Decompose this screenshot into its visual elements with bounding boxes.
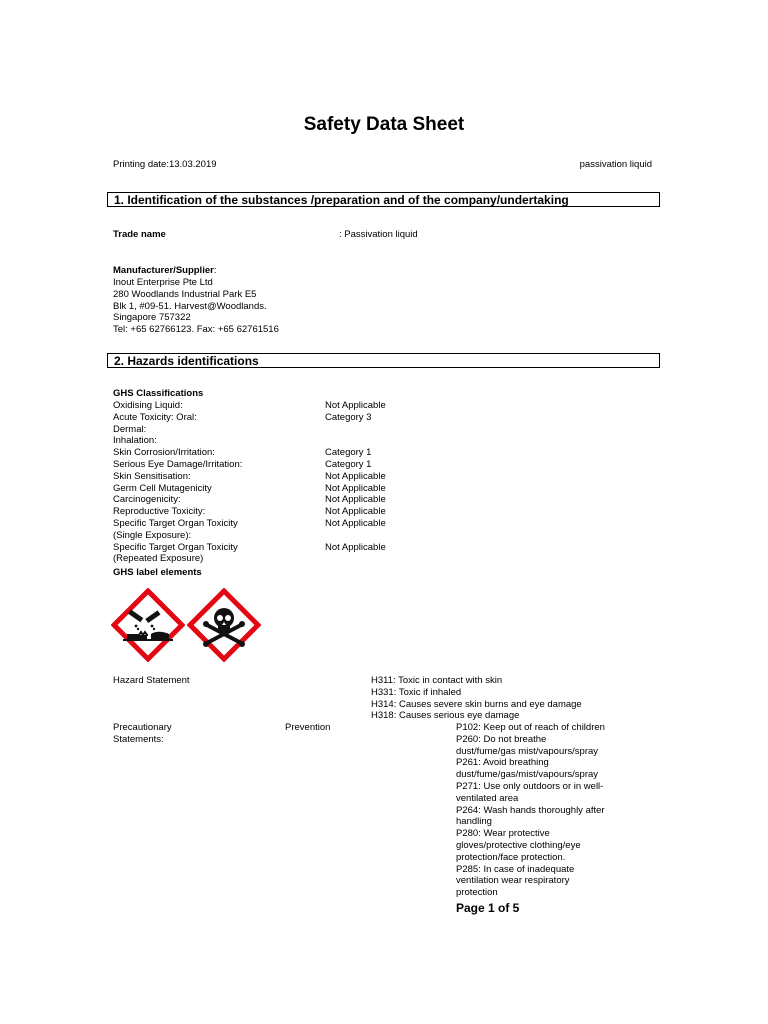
prevention-line: P102: Keep out of reach of children [456,722,605,733]
hazard-statement-label: Hazard Statement [113,675,190,686]
trade-name-label: Trade name [113,229,166,240]
classification-value: Not Applicable [325,400,386,411]
page-number: Page 1 of 5 [456,901,520,915]
classification-value: Category 1 [325,447,372,459]
section-1-heading: 1. Identification of the substances /preparation and of the company/undertaking [107,192,660,207]
classification-label: Acute Toxicity: Oral: [113,411,197,423]
prevention-line: protection [456,887,498,899]
classification-label: (Repeated Exposure) [113,553,204,565]
manufacturer-label: Manufacturer/Supplier [113,265,214,276]
classification-value: Category 3 [325,411,372,423]
printing-date: Printing date:13.03.2019 [113,159,217,170]
precautionary-label-line: Statements: [113,733,164,745]
classification-value [325,530,386,542]
document-title: Safety Data Sheet [303,114,465,135]
prevention-line: dust/fume/gas/mist/vapours/spray [456,769,599,781]
manufacturer-heading [113,265,216,277]
prevention-line: ventilated area [456,792,519,804]
prevention-line: handling [456,816,492,828]
corrosion-pictogram-icon [111,588,185,662]
classification-value: Not Applicable [325,517,386,529]
prevention-label: Prevention [285,722,331,733]
prevention-line: dust/fume/gas mist/vapours/spray [456,745,599,757]
prevention-line: protection/face protection. [456,851,566,863]
classification-label: Serious Eye Damage/Irritation: [113,458,243,470]
trade-name-value: : Passivation liquid [339,229,418,240]
address-line: Inout Enterprise Pte Ltd [113,277,213,288]
prevention-line: P260: Do not breathe [456,733,547,745]
precautionary-label-line: Precautionary [113,722,172,733]
hazard-statement: H314: Causes severe skin burns and eye damage [371,698,582,710]
prevention-statements [456,722,605,899]
address-line: Singapore 757322 [113,312,191,324]
manufacturer-address [113,277,279,336]
precautionary-label [113,722,172,746]
classification-labels [113,400,242,565]
classification-values [325,400,386,565]
classification-label: Germ Cell Mutagenicity [113,482,212,494]
skull-crossbones-pictogram-icon [187,588,261,662]
ghs-label-elements-label: GHS label elements [113,567,202,578]
classification-label: Specific Target Organ Toxicity [113,541,238,553]
prevention-line: P271: Use only outdoors or in well- [456,780,604,792]
classification-label: Inhalation: [113,435,157,447]
address-line: Tel: +65 62766123. Fax: +65 62761516 [113,324,279,336]
prevention-line: P261: Avoid breathing [456,757,549,769]
product-reference: passivation liquid [579,159,652,170]
classification-value [325,553,386,565]
prevention-line: P280: Wear protective [456,828,550,840]
classification-label: Oxidising Liquid: [113,400,183,411]
classification-label: Skin Corrosion/Irritation: [113,447,215,459]
address-line: Blk 1, #09-51. Harvest@Woodlands. [113,300,267,312]
classification-label: Skin Sensitisation: [113,470,191,482]
classification-label: Carcinogenicity: [113,494,181,506]
hazard-statement: H318: Causes serious eye damage [371,710,520,722]
prevention-line: gloves/protective clothing/eye [456,839,581,851]
prevention-line: P285: In case of inadequate [456,863,575,875]
classification-label: Reproductive Toxicity: [113,506,206,518]
classification-value [325,435,386,447]
classification-value [325,424,386,436]
classification-value: Not Applicable [325,506,386,518]
prevention-line: ventilation wear respiratory [456,875,570,887]
manufacturer-colon: : [213,265,217,276]
classification-value: Not Applicable [325,482,386,494]
address-line: 280 Woodlands Industrial Park E5 [113,288,257,300]
ghs-classifications-label: GHS Classifications [113,388,204,399]
classification-label: Dermal: [113,423,147,435]
section-2-heading: 2. Hazards identifications [107,353,660,368]
hazard-statements [371,675,582,722]
prevention-line: P264: Wash hands thoroughly after [456,804,605,816]
classification-value: Not Applicable [325,470,386,482]
classification-label: (Single Exposure): [113,529,192,541]
classification-value: Not Applicable [325,494,386,506]
classification-value: Category 1 [325,458,372,470]
classification-label: Specific Target Organ Toxicity [113,517,238,529]
hazard-statement: H331: Toxic if inhaled [371,686,462,698]
hazard-statement: H311: Toxic in contact with skin [371,675,503,686]
classification-value: Not Applicable [325,541,386,553]
